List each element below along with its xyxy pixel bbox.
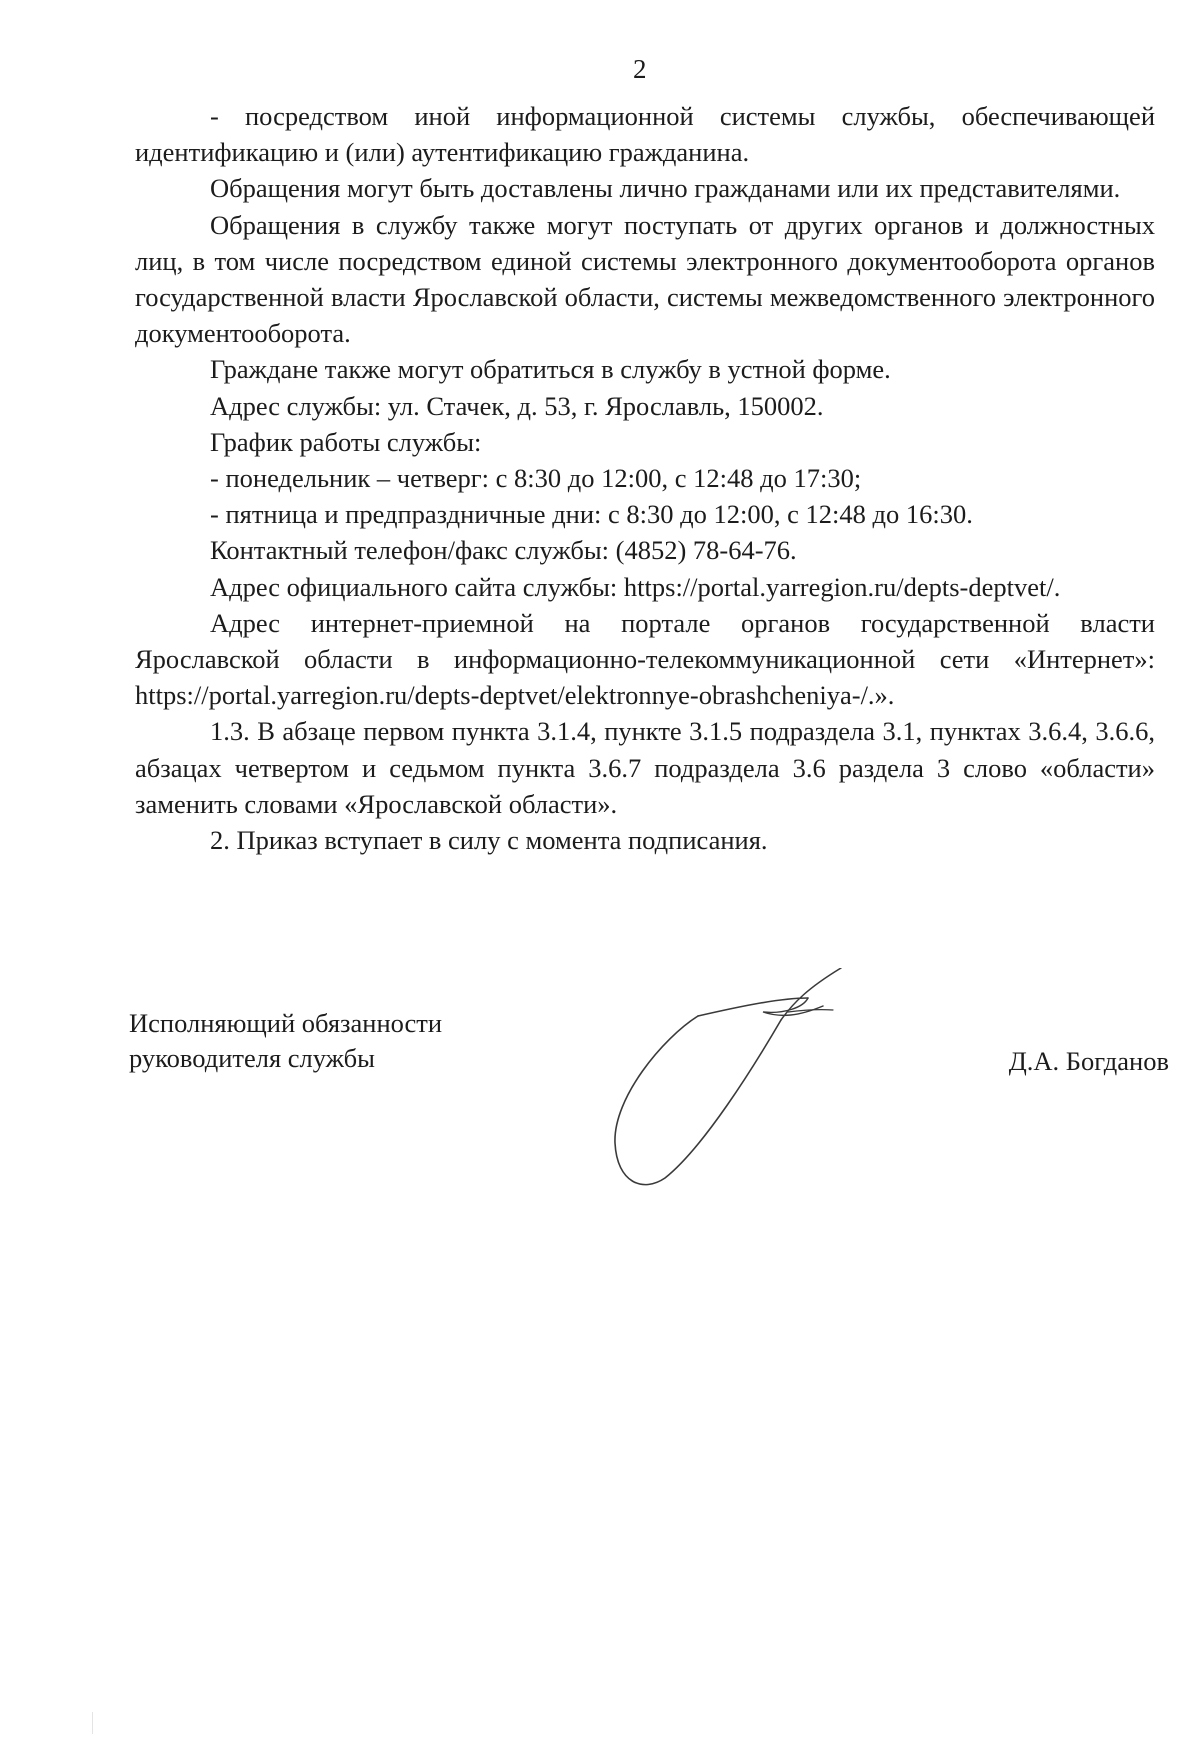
signatory-position-line-1: Исполняющий обязанности	[129, 1008, 443, 1038]
paragraph-phone: Контактный телефон/факс службы: (4852) 78-64-76.	[210, 535, 797, 566]
paragraph-amendment-1-3: 1.3. В абзаце первом пункта 3.1.4, пункте 3.1.5 подраздела 3.1, пунктах 3.6.4, 3.6.6, абзацах четвертом и седьмом пункта 3.6.7 подраздела 3.6 раздела 3 слово «области» заменить словами «Ярославской области».	[135, 716, 1155, 819]
paragraph-oral-appeal: Граждане также могут обратиться в службу в устной форме.	[210, 354, 891, 385]
paragraph-other-bodies: Обращения в службу также могут поступать от других органов и должностных лиц, в том числе посредством единой системы электронного документооборота органов государственной власти Ярославской области, системы межведомственного электронного документооборота.	[135, 209, 1155, 349]
page-number: 2	[633, 54, 647, 84]
paragraph-internet-reception: Адрес интернет-приемной на портале органов государственной власти Ярославской области в информационно-телекоммуникационной сети «Интернет»: https://portal.yarregion.ru/depts-deptvet/elektronnye-obrashcheniya-/.».	[135, 607, 1155, 711]
paragraph-delivery-in-person: Обращения могут быть доставлены лично гражданами или их представителями.	[210, 173, 1121, 204]
paragraph-schedule-mon-thu: - понедельник – четверг: с 8:30 до 12:00, с 12:48 до 17:30;	[210, 463, 862, 494]
paragraph-website: Адрес официального сайта службы: https://portal.yarregion.ru/depts-deptvet/.	[210, 571, 1061, 602]
handwritten-signature	[603, 968, 853, 1198]
document-body	[135, 98, 1155, 858]
paragraph-schedule-heading: График работы службы:	[210, 426, 482, 457]
paragraph-schedule-fri: - пятница и предпраздничные дни: с 8:30 до 12:00, с 12:48 до 16:30.	[210, 499, 973, 530]
signatory-position	[129, 1006, 442, 1076]
paragraph-address: Адрес службы: ул. Стачек, д. 53, г. Ярославль, 150002.	[210, 390, 824, 421]
signatory-position-line-2: руководителя службы	[129, 1043, 375, 1073]
paragraph-system-identification: - посредством иной информационной системы службы, обеспечивающей идентификацию и (или) аутентификацию гражданина.	[135, 101, 1155, 168]
paragraph-effective-date: 2. Приказ вступает в силу с момента подписания.	[210, 825, 768, 856]
scan-speck	[92, 1712, 93, 1734]
signatory-name: Д.А. Богданов	[1008, 1046, 1169, 1076]
